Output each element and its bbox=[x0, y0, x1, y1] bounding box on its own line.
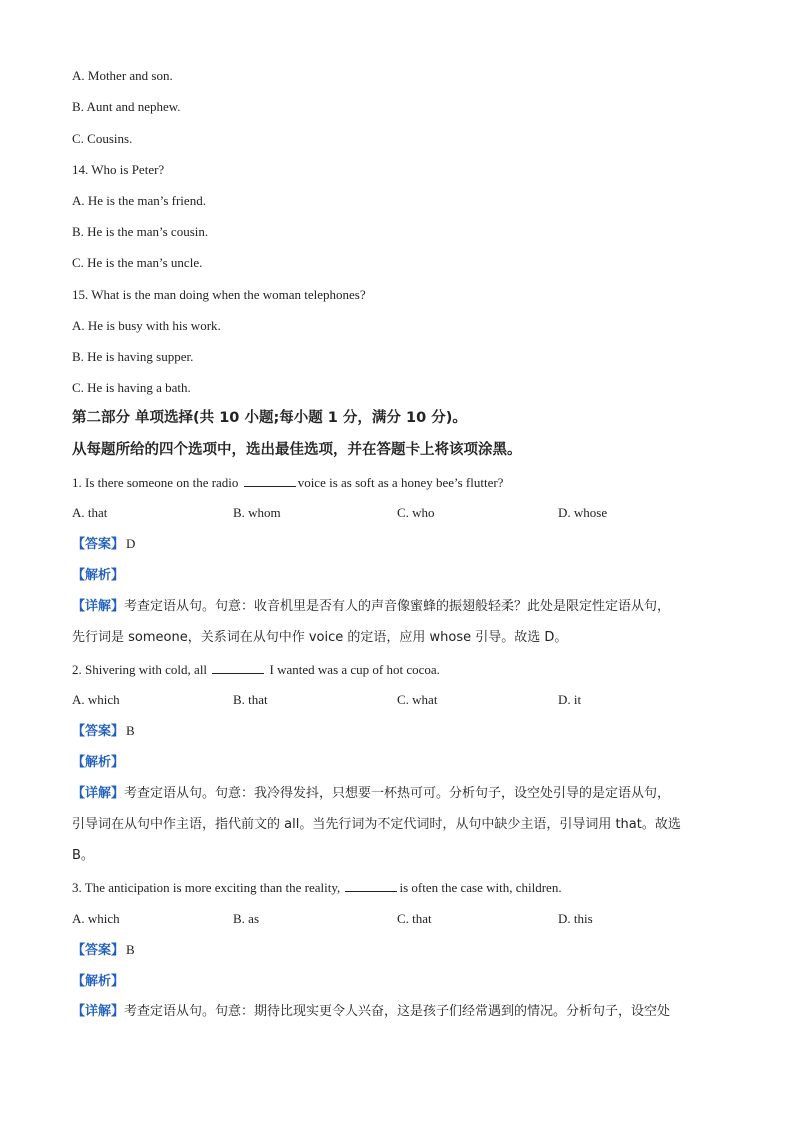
q15-option-c: C. He is having a bath. bbox=[72, 380, 191, 395]
q2-detail-line-1 bbox=[72, 786, 670, 802]
q15-option-a: A. He is busy with his work. bbox=[72, 318, 221, 333]
q2-detail-line-2: 引导词在从句中作主语，指代前文的 all。当先行词为不定代词时，从句中缺少主语，引导词用 that。故选 bbox=[72, 817, 681, 832]
q1-text-before: 1. Is there someone on the radio bbox=[72, 475, 242, 490]
detail-label: 【详解】 bbox=[72, 1004, 125, 1019]
q15-option-b: B. He is having supper. bbox=[72, 349, 194, 364]
answer-blank bbox=[244, 474, 296, 487]
q2-analysis-line bbox=[72, 754, 124, 771]
q2-text-after: I wanted was a cup of hot cocoa. bbox=[266, 662, 440, 677]
analysis-label: 【解析】 bbox=[72, 755, 125, 770]
q2-option-d: D. it bbox=[558, 692, 582, 707]
q3-text-before: 3. The anticipation is more exciting than the reality, bbox=[72, 880, 344, 895]
q2-detail-text-1: 考查定语从句。句意：我冷得发抖，只想要一杯热可可。分析句子，设空处引导的是定语从句， bbox=[124, 786, 671, 801]
q3-option-a: A. which bbox=[72, 911, 120, 926]
q1-option-a: A. that bbox=[72, 505, 108, 520]
detail-label: 【详解】 bbox=[72, 786, 125, 801]
q2-option-b: B. that bbox=[233, 692, 268, 707]
question-2 bbox=[72, 661, 440, 678]
q2-answer-line bbox=[72, 723, 135, 740]
q1-option-b: B. whom bbox=[233, 505, 281, 520]
section-title: 第二部分 单项选择(共 10 小题;每小题 1 分，满分 10 分)。 bbox=[72, 410, 467, 426]
q2-option-a: A. which bbox=[72, 692, 120, 707]
q2-answer: B bbox=[126, 723, 135, 738]
question-14: 14. Who is Peter? bbox=[72, 162, 165, 177]
q1-text-after: voice is as soft as a honey bee’s flutter? bbox=[297, 475, 504, 490]
q1-analysis-line bbox=[72, 567, 124, 584]
question-15: 15. What is the man doing when the woman telephones? bbox=[72, 287, 366, 302]
answer-blank bbox=[345, 879, 397, 892]
prev-option-b: B. Aunt and nephew. bbox=[72, 99, 181, 114]
question-1 bbox=[72, 474, 503, 491]
answer-blank bbox=[212, 661, 264, 674]
q3-option-b: B. as bbox=[233, 911, 259, 926]
q1-detail-line-1 bbox=[72, 599, 670, 615]
q1-answer-line bbox=[72, 536, 135, 553]
q14-option-c: C. He is the man’s uncle. bbox=[72, 255, 203, 270]
q1-answer: D bbox=[126, 536, 136, 551]
q3-text-after: is often the case with, children. bbox=[399, 880, 562, 895]
detail-label: 【详解】 bbox=[72, 599, 125, 614]
q3-option-d: D. this bbox=[558, 911, 593, 926]
analysis-label: 【解析】 bbox=[72, 568, 125, 583]
q3-answer-line bbox=[72, 942, 135, 959]
q14-option-a: A. He is the man’s friend. bbox=[72, 193, 206, 208]
q1-option-d: D. whose bbox=[558, 505, 608, 520]
answer-label: 【答案】 bbox=[72, 943, 125, 958]
q2-detail-line-3: B。 bbox=[72, 848, 94, 863]
q3-answer: B bbox=[126, 942, 135, 957]
section-instruction: 从每题所给的四个选项中，选出最佳选项，并在答题卡上将该项涂黑。 bbox=[72, 442, 522, 458]
q3-detail-line-1 bbox=[72, 1004, 670, 1020]
q3-analysis-line bbox=[72, 973, 124, 990]
question-3 bbox=[72, 879, 562, 896]
q1-detail-line-2: 先行词是 someone，关系词在从句中作 voice 的定语，应用 whose 引导。故选 D。 bbox=[72, 630, 568, 645]
prev-option-a: A. Mother and son. bbox=[72, 68, 173, 83]
q3-option-c: C. that bbox=[397, 911, 432, 926]
q2-option-c: C. what bbox=[397, 692, 438, 707]
q14-option-b: B. He is the man’s cousin. bbox=[72, 224, 209, 239]
q2-text-before: 2. Shivering with cold, all bbox=[72, 662, 211, 677]
answer-label: 【答案】 bbox=[72, 537, 125, 552]
q1-option-c: C. who bbox=[397, 505, 435, 520]
analysis-label: 【解析】 bbox=[72, 974, 125, 989]
q1-detail-text-1: 考查定语从句。句意：收音机里是否有人的声音像蜜蜂的振翅般轻柔？此处是限定性定语从句， bbox=[124, 599, 671, 614]
q3-detail-text-1: 考查定语从句。句意：期待比现实更令人兴奋，这是孩子们经常遇到的情况。分析句子，设空处 bbox=[124, 1004, 671, 1019]
answer-label: 【答案】 bbox=[72, 724, 125, 739]
prev-option-c: C. Cousins. bbox=[72, 131, 133, 146]
